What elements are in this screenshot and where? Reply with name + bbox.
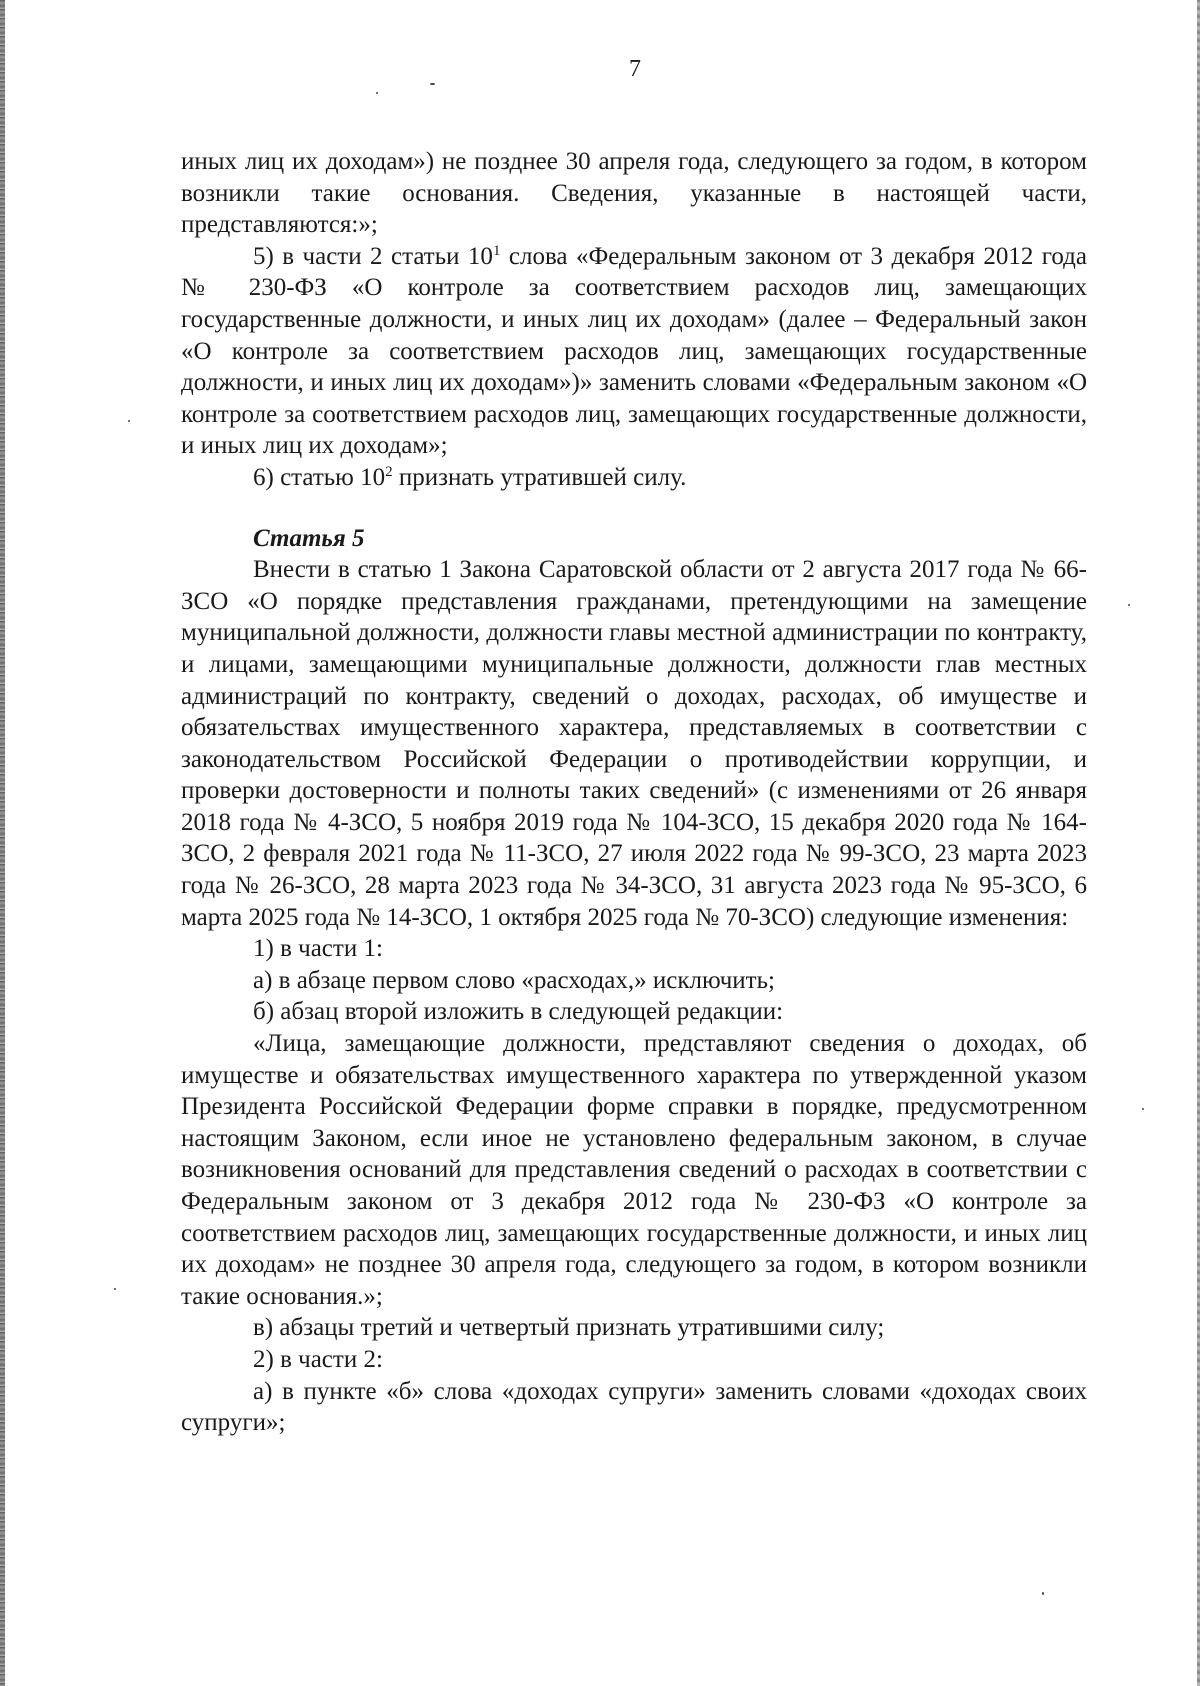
scan-speck (1128, 604, 1130, 606)
document-body (181, 146, 1087, 1439)
scan-speck (376, 92, 378, 94)
paragraph-subitem-v: в) абзацы третий и четвертый признать утратившими силу; (253, 1314, 885, 1342)
paragraph-part-2: 2) в части 2: (253, 1345, 383, 1373)
scan-speck (128, 420, 130, 422)
item-6-superscript: 2 (385, 463, 393, 480)
paragraph-part-1: 1) в части 1: (253, 935, 383, 963)
article-heading: Статья 5 (253, 524, 365, 552)
scan-speck (1042, 1592, 1044, 1595)
scan-speck (1142, 1108, 1144, 1110)
paragraph-subitem-b: б) абзац второй изложить в следующей редакции: (253, 998, 784, 1026)
scan-speck (430, 83, 435, 85)
paragraph-article-intro: Внести в статью 1 Закона Саратовской области от 2 августа 2017 года № 66-ЗСО «О порядке представления гражданами, претендующими на замещение муниципальной должности, должности главы местной администрации по контракту, и лицами, замещающими муниципальные должности, должности глав местных администраций по контракту, сведений о доходах, расходах, об имуществе и обязательствах имущественного характера, представляемых в соответствии с законодательством Российской Федерации о противодействии коррупции, и проверки достоверности и полноты таких сведений» (с изменениями от 26 января 2018 года № 4-ЗСО, 5 ноября 2019 года № 104-ЗСО, 15 декабря 2020 года № 164-ЗСО, 2 февраля 2021 года № 11-ЗСО, 27 июля 2022 года № 99-ЗСО, 23 марта 2023 года № 26-ЗСО, 28 марта 2023 года № 34-ЗСО, 31 августа 2023 года № 95-ЗСО, 6 марта 2025 года № 14-ЗСО, 1 октября 2025 года № 70-ЗСО) следующие изменения: (181, 556, 1087, 931)
paragraph-continuation: иных лиц их доходам») не позднее 30 апреля года, следующего за годом, в котором возникли такие основания. Сведения, указанные в настоящей части, представляются:»; (181, 148, 1087, 239)
paragraph-item-6 (181, 462, 1087, 494)
paragraph-subitem-a: а) в абзаце первом слово «расходах,» исключить; (253, 966, 775, 994)
paragraph-item-5 (181, 241, 1087, 462)
item-6-text-start: 6) статью 10 (253, 463, 386, 491)
item-6-text-end: признать утратившей силу. (392, 463, 687, 491)
item-5-superscript: 1 (492, 242, 501, 259)
scan-edge-left (0, 0, 5, 1686)
paragraph-part-2-subitem-a: а) в пункте «б» слова «доходах супруги» заменить словами «доходах своих супруги»; (181, 1377, 1087, 1437)
paragraph-new-text: «Лица, замещающие должности, представляют сведения о доходах, об имуществе и обязательствах имущественного характера по утвержденной указом Президента Российской Федерации форме справки в порядке, предусмотренном настоящим Законом, если иное не установлено федеральным законом, в случае возникновения оснований для представления сведений о расходах в соответствии с Федеральным законом от 3 декабря 2012 года № 230-ФЗ «О контроле за соответствием расходов лиц, замещающих государственные должности, и иных лиц их доходам» не позднее 30 апреля года, следующего за годом, в котором возникли такие основания.»; (181, 1030, 1087, 1310)
item-5-text-end: слова «Федеральным законом от 3 декабря 2012 года № 230-ФЗ «О контроле за соответствием расходов лиц, замещающих государственные должности, и иных лиц их доходам» (далее – Федеральный закон «О контроле за соответствием расходов лиц, замещающих государственные должности, и иных лиц их доходам»)» заменить словами «Федеральным законом «О контроле за соответствием расходов лиц, замещающих государственные должности, и иных лиц их доходам»; (181, 242, 1087, 460)
item-5-text-start: 5) в части 2 статьи 10 (253, 242, 493, 270)
scan-speck (114, 1288, 116, 1290)
page-number: 7 (629, 56, 641, 82)
